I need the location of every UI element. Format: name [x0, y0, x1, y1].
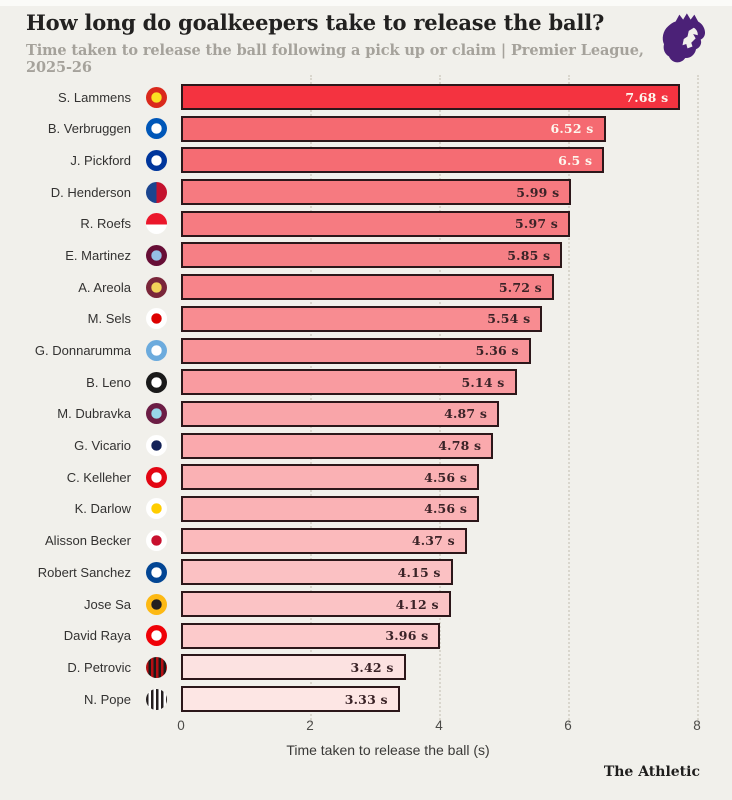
badge-cell [131, 403, 181, 424]
bar-value-label: 6.52 s [550, 121, 594, 137]
player-label: C. Kelleher [66, 469, 131, 485]
bar-value-label: 3.96 s [385, 628, 429, 644]
x-axis-label: Time taken to release the ball (s) [286, 742, 490, 759]
table-row [0, 686, 732, 712]
x-tick-label: 8 [693, 718, 701, 734]
badge-cell [131, 530, 181, 551]
top-edge-strip [0, 0, 732, 6]
bar [181, 116, 606, 142]
badge-cell [131, 498, 181, 519]
plot-area [0, 84, 732, 712]
team-badge-icon-wolves [146, 594, 167, 615]
bar-value-label: 4.15 s [397, 564, 441, 580]
bar-value-label: 4.56 s [424, 501, 468, 517]
bar-value-label: 3.33 s [344, 691, 388, 707]
badge-cell [131, 594, 181, 615]
badge-cell [131, 87, 181, 108]
bar [181, 211, 570, 237]
bar-value-label: 3.42 s [350, 659, 394, 675]
bar-zone [181, 559, 697, 585]
bar-zone [181, 654, 697, 680]
bar [181, 179, 571, 205]
team-badge-icon-brentford [146, 467, 167, 488]
player-label: N. Pope [84, 691, 131, 707]
bar [181, 623, 440, 649]
bar-zone [181, 179, 697, 205]
player-label: K. Darlow [74, 501, 131, 517]
player-label: Alisson Becker [45, 533, 131, 549]
chart-header [26, 10, 652, 76]
player-label: Robert Sanchez [37, 564, 131, 580]
team-badge-icon-newcastle-united [146, 689, 167, 710]
bar-value-label: 5.99 s [516, 184, 560, 200]
team-badge-icon-burnley [146, 403, 167, 424]
badge-cell [131, 118, 181, 139]
bar-value-label: 5.72 s [498, 279, 542, 295]
team-badge-icon-manchester-united [146, 87, 167, 108]
table-row [0, 464, 732, 490]
x-tick-label: 2 [306, 718, 314, 734]
bar-value-label: 4.87 s [444, 406, 488, 422]
bar-value-label: 5.85 s [507, 247, 551, 263]
bar-zone [181, 464, 697, 490]
bar-zone [181, 116, 697, 142]
bar-zone [181, 686, 697, 712]
bar-zone [181, 591, 697, 617]
badge-cell [131, 562, 181, 583]
badge-cell [131, 182, 181, 203]
table-row [0, 623, 732, 649]
bar-value-label: 5.14 s [461, 374, 505, 390]
bar-zone [181, 433, 697, 459]
bar-value-label: 4.37 s [411, 533, 455, 549]
bar-zone [181, 84, 697, 110]
badge-cell [131, 277, 181, 298]
player-label: A. Areola [78, 279, 131, 295]
team-badge-icon-west-ham [146, 277, 167, 298]
bar-rows [0, 84, 732, 712]
bar-chart [0, 84, 732, 758]
bar [181, 528, 467, 554]
bar-zone [181, 528, 697, 554]
table-row [0, 591, 732, 617]
team-badge-icon-liverpool [146, 530, 167, 551]
bar [181, 591, 451, 617]
player-label: R. Roefs [80, 216, 131, 232]
bar-value-label: 5.36 s [475, 343, 519, 358]
bar [181, 496, 479, 522]
bar-zone [181, 306, 697, 332]
bar-zone [181, 274, 697, 300]
bar-value-label: 5.97 s [515, 216, 559, 232]
table-row [0, 496, 732, 522]
player-label: S. Lammens [58, 89, 131, 105]
source-credit: The Athletic [603, 764, 700, 780]
table-row [0, 211, 732, 237]
player-label: D. Henderson [50, 184, 131, 200]
table-row [0, 528, 732, 554]
table-row [0, 179, 732, 205]
bar [181, 338, 531, 364]
player-label: E. Martinez [65, 247, 131, 263]
bar-value-label: 6.5 s [558, 152, 593, 168]
team-badge-icon-sunderland [146, 213, 167, 234]
bar-value-label: 4.78 s [438, 438, 482, 454]
badge-cell [131, 625, 181, 646]
player-label: B. Leno [86, 374, 131, 390]
team-badge-icon-brighton [146, 118, 167, 139]
team-badge-icon-manchester-city [146, 340, 167, 361]
bar-zone [181, 369, 697, 395]
x-tick-label: 4 [435, 718, 443, 734]
table-row [0, 559, 732, 585]
bar-value-label: 4.12 s [395, 596, 439, 612]
badge-cell [131, 435, 181, 456]
badge-cell [131, 467, 181, 488]
table-row [0, 654, 732, 680]
player-label: D. Petrovic [67, 659, 131, 675]
bar [181, 369, 517, 395]
player-label: B. Verbruggen [47, 121, 131, 137]
table-row [0, 401, 732, 427]
x-tick-label: 0 [177, 718, 185, 734]
badge-cell [131, 245, 181, 266]
player-label: Jose Sa [84, 596, 131, 612]
badge-cell [131, 213, 181, 234]
badge-cell [131, 340, 181, 361]
team-badge-icon-tottenham-hotspur [146, 435, 167, 456]
x-axis [177, 718, 701, 736]
bar-zone [181, 401, 697, 427]
table-row [0, 84, 732, 110]
team-badge-icon-everton [146, 150, 167, 171]
team-badge-icon-nottingham-forest [146, 308, 167, 329]
player-label: J. Pickford [70, 152, 131, 168]
bar-zone [181, 338, 697, 364]
badge-cell [131, 689, 181, 710]
bar-zone [181, 242, 697, 268]
team-badge-icon-crystal-palace [146, 182, 167, 203]
team-badge-icon-chelsea [146, 562, 167, 583]
bar [181, 84, 680, 110]
table-row [0, 116, 732, 142]
table-row [0, 147, 732, 173]
bar [181, 654, 406, 680]
bar [181, 464, 479, 490]
player-label: G. Vicario [74, 438, 131, 454]
table-row [0, 306, 732, 332]
team-badge-icon-bournemouth [146, 657, 167, 678]
page-subtitle: Time taken to release the ball following a pick up or claim | Premier League, 2025-26 [26, 42, 644, 77]
bar-value-label: 5.54 s [487, 311, 531, 327]
x-tick-label: 6 [564, 718, 572, 734]
badge-cell [131, 308, 181, 329]
table-row [0, 274, 732, 300]
bar [181, 306, 542, 332]
badge-cell [131, 150, 181, 171]
table-row [0, 338, 732, 364]
player-label: M. Dubravka [57, 406, 131, 422]
bar [181, 433, 493, 459]
table-row [0, 433, 732, 459]
bar-zone [181, 496, 697, 522]
bar [181, 147, 604, 173]
player-label: G. Donnarumma [34, 343, 131, 358]
player-label: M. Sels [87, 311, 131, 327]
bar [181, 559, 453, 585]
bar [181, 242, 562, 268]
badge-cell [131, 657, 181, 678]
bar [181, 401, 499, 427]
bar [181, 686, 400, 712]
team-badge-icon-arsenal [146, 625, 167, 646]
team-badge-icon-leeds-united [146, 498, 167, 519]
page-title: How long do goalkeepers take to release the ball? [26, 10, 605, 35]
player-label: David Raya [63, 628, 131, 644]
table-row [0, 242, 732, 268]
bar [181, 274, 554, 300]
bar-value-label: 4.56 s [424, 469, 468, 485]
premier-league-lion-icon [660, 8, 710, 70]
table-row [0, 369, 732, 395]
team-badge-icon-aston-villa [146, 245, 167, 266]
bar-value-label: 7.68 s [625, 89, 669, 105]
bar-zone [181, 211, 697, 237]
badge-cell [131, 372, 181, 393]
bar-zone [181, 147, 697, 173]
team-badge-icon-fulham [146, 372, 167, 393]
bar-zone [181, 623, 697, 649]
